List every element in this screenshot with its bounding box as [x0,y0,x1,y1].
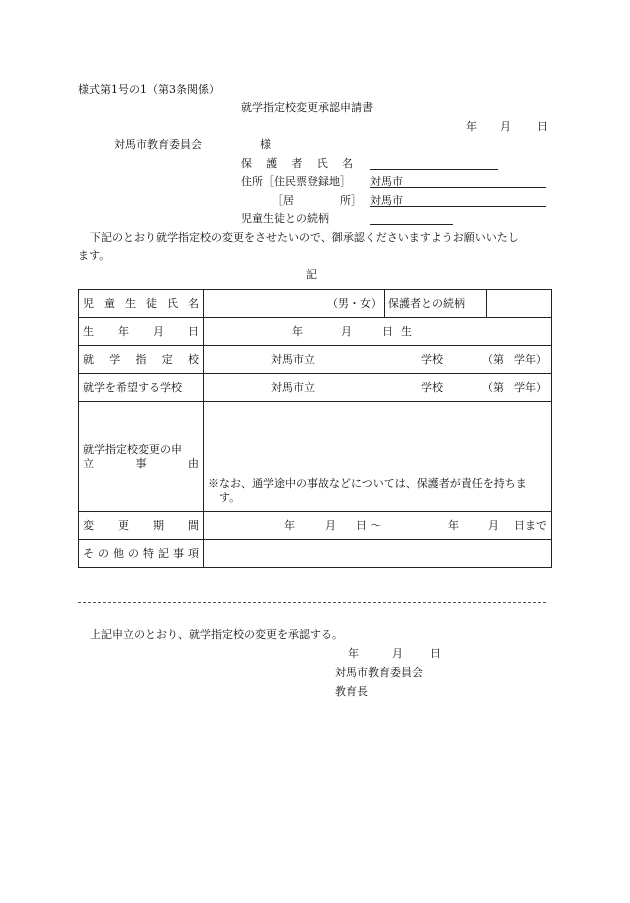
label-char: 項 [188,546,199,560]
desired-school-city: 対馬市立 [271,380,315,394]
label-char: 変 [83,518,94,532]
label-char: 就 [83,352,94,366]
label-char: 校 [188,352,199,366]
label-char: 年 [118,324,129,338]
birth-month: 月 [341,324,352,338]
application-table [78,289,552,568]
residence-label [272,194,362,208]
guardian-label-char: 氏 [316,157,328,170]
table-row [79,512,552,540]
change-period-cell[interactable] [204,512,552,540]
relation-line[interactable] [370,224,453,225]
gender-selector[interactable]: （男・女） [327,296,382,310]
birth-year: 年 [292,324,303,338]
guardian-name-label [241,157,353,171]
intro-text-line-1: 下記のとおり就学指定校の変更をさせたいので、御承認くださいますようお願いいたし [90,231,519,244]
approval-text: 上記申立のとおり、就学指定校の変更を承認する。 [90,628,343,641]
label-char: 由 [188,456,199,470]
label-char: 日 [188,324,199,338]
guardian-label-char: 保 [241,157,252,170]
birthdate-label [83,325,199,339]
residence-line[interactable] [370,206,546,207]
document-title: 就学指定校変更承認申請書 [241,101,373,114]
addressee-honorific: 様 [260,138,271,151]
student-name-label [83,297,199,311]
table-row [79,318,552,346]
designated-school-label [83,353,199,367]
table-row [79,540,552,568]
desired-school-cell[interactable] [204,374,552,402]
period-end-day: 日まで [514,518,547,532]
table-row [79,290,552,318]
label-char: 立 [83,456,94,470]
label-char: 月 [153,324,164,338]
other-notes-cell[interactable] [204,540,552,568]
table-row [79,374,552,402]
date-month: 月 [500,120,511,133]
reason-note-line-2: す。 [219,491,241,504]
relation-to-guardian-label-cell [385,290,487,318]
address-label: 住所［住民票登録地］ [241,175,351,188]
relation-to-guardian-cell[interactable] [487,290,552,318]
approval-board: 対馬市教育委員会 [335,666,423,679]
form-number: 様式第1号の1（第3条関係） [78,83,220,96]
label-char: 童 [104,296,115,310]
label-char: 学 [109,352,121,366]
student-name-label-cell [79,290,204,318]
desired-grade-close: 学年） [514,380,547,394]
residence-label-part: 所］ [340,194,362,207]
label-char: 名 [188,296,199,310]
period-end-year: 年 [448,518,459,532]
period-start-day: 日 ～ [356,518,382,532]
designated-school-cell[interactable] [204,346,552,374]
label-char: 間 [188,518,199,532]
label-char: 定 [161,352,173,366]
label-char: の [98,546,109,560]
guardian-label-char: 名 [342,157,353,170]
table-row [79,402,552,512]
label-char: 指 [135,352,147,366]
label-char: 児 [83,296,94,310]
desired-grade-open: （第 [482,380,504,394]
label-char: 事 [135,456,147,470]
other-notes-label-cell [79,540,204,568]
birthdate-cell[interactable] [204,318,552,346]
student-name-cell[interactable] [204,290,385,318]
other-notes-label [83,547,199,561]
ki-heading: 記 [306,268,317,281]
label-char: 特 [143,546,154,560]
label-char: 記 [158,546,169,560]
date-day: 日 [537,120,548,133]
table-row [79,346,552,374]
guardian-label-char: 護 [266,157,278,170]
reason-label-cell [79,402,204,512]
label-char: 氏 [167,296,178,310]
designated-grade-open: （第 [482,352,504,366]
address-value: 対馬市 [370,175,403,188]
change-period-label-cell [79,512,204,540]
designated-school-label-cell [79,346,204,374]
period-end-month: 月 [488,518,499,532]
label-char: そ [83,546,94,560]
birthdate-label-cell [79,318,204,346]
reason-label-line-2 [83,457,199,471]
residence-label-part: ［居 [272,194,294,207]
relation-label: 児童生徒との続柄 [241,212,329,225]
cut-line-divider [78,602,546,603]
reason-cell[interactable] [204,402,552,512]
residence-value: 対馬市 [370,194,403,207]
label-char: 期 [153,518,164,532]
designated-grade-close: 学年） [514,352,547,366]
desired-school-suffix: 学校 [421,380,443,394]
date-year: 年 [466,120,477,133]
reason-note-line-1: ※なお、通学途中の事故などについては、保護者が責任を持ちま [208,477,527,490]
designated-school-city: 対馬市立 [271,352,315,366]
reason-label-line-1: 就学指定校変更の申 [83,442,182,456]
approval-year: 年 [348,647,359,660]
approval-superintendent: 教育長 [335,685,368,698]
intro-text-line-2: ます。 [78,249,111,262]
label-char: 他 [113,546,124,560]
guardian-label-char: 者 [291,157,303,170]
relation-to-guardian-label: 保護者との続柄 [388,296,465,310]
approval-month: 月 [392,647,403,660]
addressee: 対馬市教育委員会 [114,138,202,151]
approval-day: 日 [430,647,441,660]
designated-school-suffix: 学校 [421,352,443,366]
period-start-month: 月 [325,518,336,532]
desired-school-label-cell [79,374,204,402]
guardian-name-line[interactable] [370,169,498,170]
label-char: 生 [83,324,94,338]
birth-day: 日生 [382,324,420,338]
period-start-year: 年 [284,518,295,532]
change-period-label [83,519,199,533]
label-char: 生 [125,296,136,310]
label-char: 更 [118,518,129,532]
label-char: 事 [173,546,184,560]
label-char: の [128,546,139,560]
desired-school-label: 就学を希望する学校 [83,380,182,394]
label-char: 徒 [146,296,157,310]
address-line[interactable] [370,187,546,188]
